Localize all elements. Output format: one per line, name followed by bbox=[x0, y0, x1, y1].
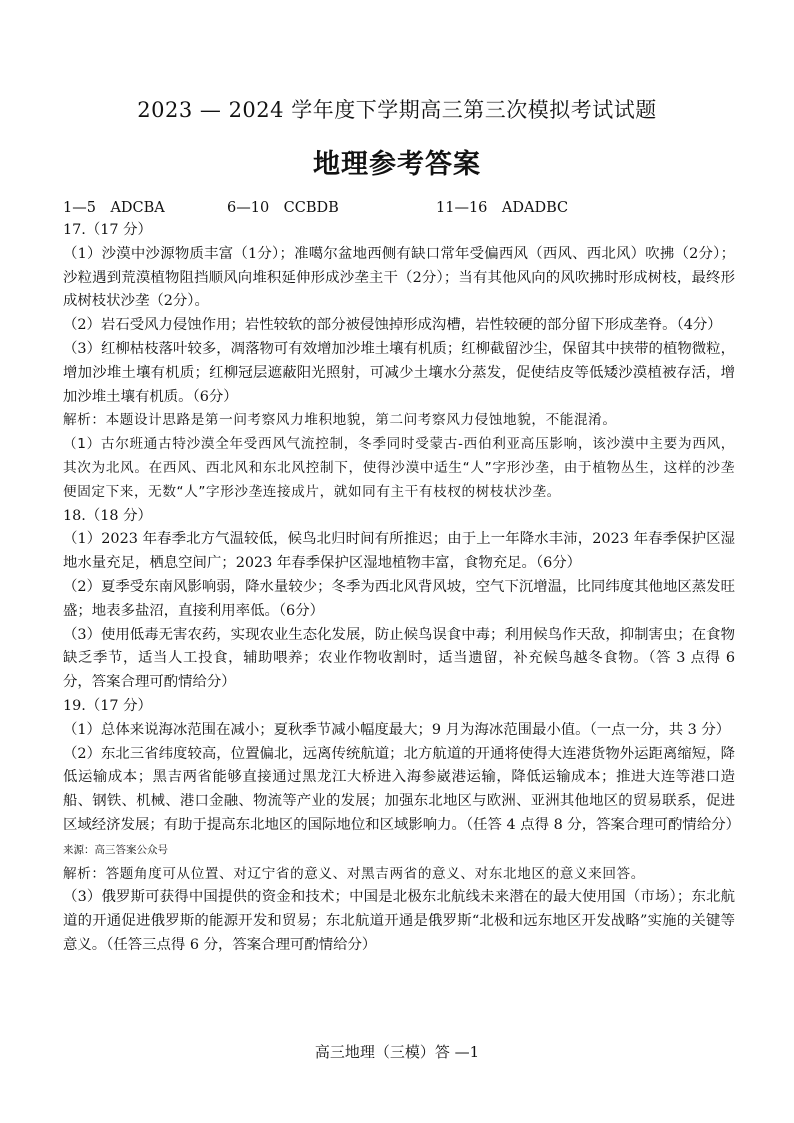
q19-analysis: 解析：答题角度可从位置、对辽宁省的意义、对黑吉两省的意义、对东北地区的意义来回答。 bbox=[63, 865, 645, 882]
q18-answer-3: （3）使用低毒无害农药，实现农业生态化发展，防止候鸟误食中毒；利用候鸟作天敌，抑制害虫；在食物缺乏季节，适当人工投食，辅助喂养；农业作物收割时，适当遗留，补充候鸟越冬食物。（答 3 点得 6 分，答案合理可酌情给分） bbox=[63, 626, 735, 691]
q17-analysis-intro: 解析：本题设计思路是第一问考察风力堆积地貌，第二问考察风力侵蚀地貌，不能混淆。 bbox=[63, 412, 617, 429]
q19-answer-2-text: （2）东北三省纬度较高，位置偏北，远离传统航道；北方航道的开通将使得大连港货物外运距离缩短，降低运输成本；黑吉两省能够直接通过黑龙江大桥进入海参崴港运输，降低运输成本；推进大连等港口造船、钢铁、机械、港口金融、物流等产业的发展；加强东北地区与欧洲、亚洲其他地区的贸易联系，促进区域经济发展；有助于提高东北地区的国际地位和区域影响力。（任答 4 点得 8 分，答案合理可酌情给分） bbox=[63, 745, 740, 833]
source-note: 来源：高三答案公众号 bbox=[63, 843, 168, 856]
answer-subtitle: 地理参考答案 bbox=[313, 149, 481, 180]
q19-answer-2 bbox=[63, 743, 740, 863]
choice-answers-11-16: 11—16 ADADBC bbox=[436, 200, 569, 216]
q19-answer-1: （1）总体来说海冰范围在减小；夏秋季节减小幅度最大；9 月为海冰范围最小值。（一点一分，共 3 分） bbox=[63, 721, 731, 738]
q19-answer-3: （3）俄罗斯可获得中国提供的资金和技术；中国是北极东北航线未来潜在的最大使用国（市场）；东北航道的开通促进俄罗斯的能源开发和贸易；东北航道开通是俄罗斯“北极和远东地区开发战略”实施的关键等意义。（任答三点得 6 分，答案合理可酌情给分） bbox=[63, 889, 735, 953]
q17-answer-2: （2）岩石受风力侵蚀作用；岩性较软的部分被侵蚀掉形成沟槽，岩性较硬的部分留下形成垄脊。（4分） bbox=[63, 317, 722, 334]
choice-answers-1-5: 1—5 ADCBA bbox=[63, 200, 165, 216]
q17-analysis-detail: （1）古尔班通古特沙漠全年受西风气流控制，冬季同时受蒙古-西伯利亚高压影响，该沙漠中主要为西风，其次为北风。在西风、西北风和东北风控制下，使得沙漠中适生“人”字形沙垄，由于植物丛生，这样的沙垄便固定下来，无数“人”字形沙垄连接成片，就如同有主干有枝杈的树枝状沙垄。 bbox=[63, 436, 735, 500]
exam-title: 2023 — 2024 学年度下学期高三第三次模拟考试试题 bbox=[137, 98, 657, 122]
q17-answer-1: （1）沙漠中沙源物质丰富（1分）；准噶尔盆地西侧有缺口常年受偏西风（西风、西北风）吹拂（2分）；沙粒遇到荒漠植物阻挡顺风向堆积延伸形成沙垄主干（2分）；当有其他风向的风吹拂时形成树枝，最终形成树枝状沙垄（2分）。 bbox=[63, 245, 735, 310]
q18-answer-1: （1）2023 年春季北方气温较低，候鸟北归时间有所推迟；由于上一年降水丰沛，2023 年春季保护区湿地水量充足，栖息空间广；2023 年春季保护区湿地植物丰富，食物充足。（6分） bbox=[63, 531, 735, 572]
q17-heading: 17.（17 分） bbox=[63, 222, 152, 238]
choice-answers-6-10: 6—10 CCBDB bbox=[227, 200, 339, 216]
answer-content bbox=[63, 219, 740, 958]
choice-answers bbox=[63, 196, 743, 216]
q17-answer-3: （3）红柳枯枝落叶较多，凋落物可有效增加沙堆土壤有机质；红柳截留沙尘，保留其中挟带的植物微粒，增加沙堆土壤有机质；红柳冠层遮蔽阳光照射，可减少土壤水分蒸发，促使结皮等低矮沙漠植被存活，增加沙堆土壤有机质。（6分） bbox=[63, 340, 735, 405]
q18-answer-2: （2）夏季受东南风影响弱，降水量较少；冬季为西北风背风坡，空气下沉增温，比同纬度其他地区蒸发旺盛；地表多盐沼，直接利用率低。（6分） bbox=[63, 578, 735, 619]
q18-heading: 18.（18 分） bbox=[63, 507, 152, 524]
page-footer: 高三地理（三模）答 —1 bbox=[314, 1043, 480, 1061]
q19-heading: 19.（17 分） bbox=[63, 697, 152, 714]
